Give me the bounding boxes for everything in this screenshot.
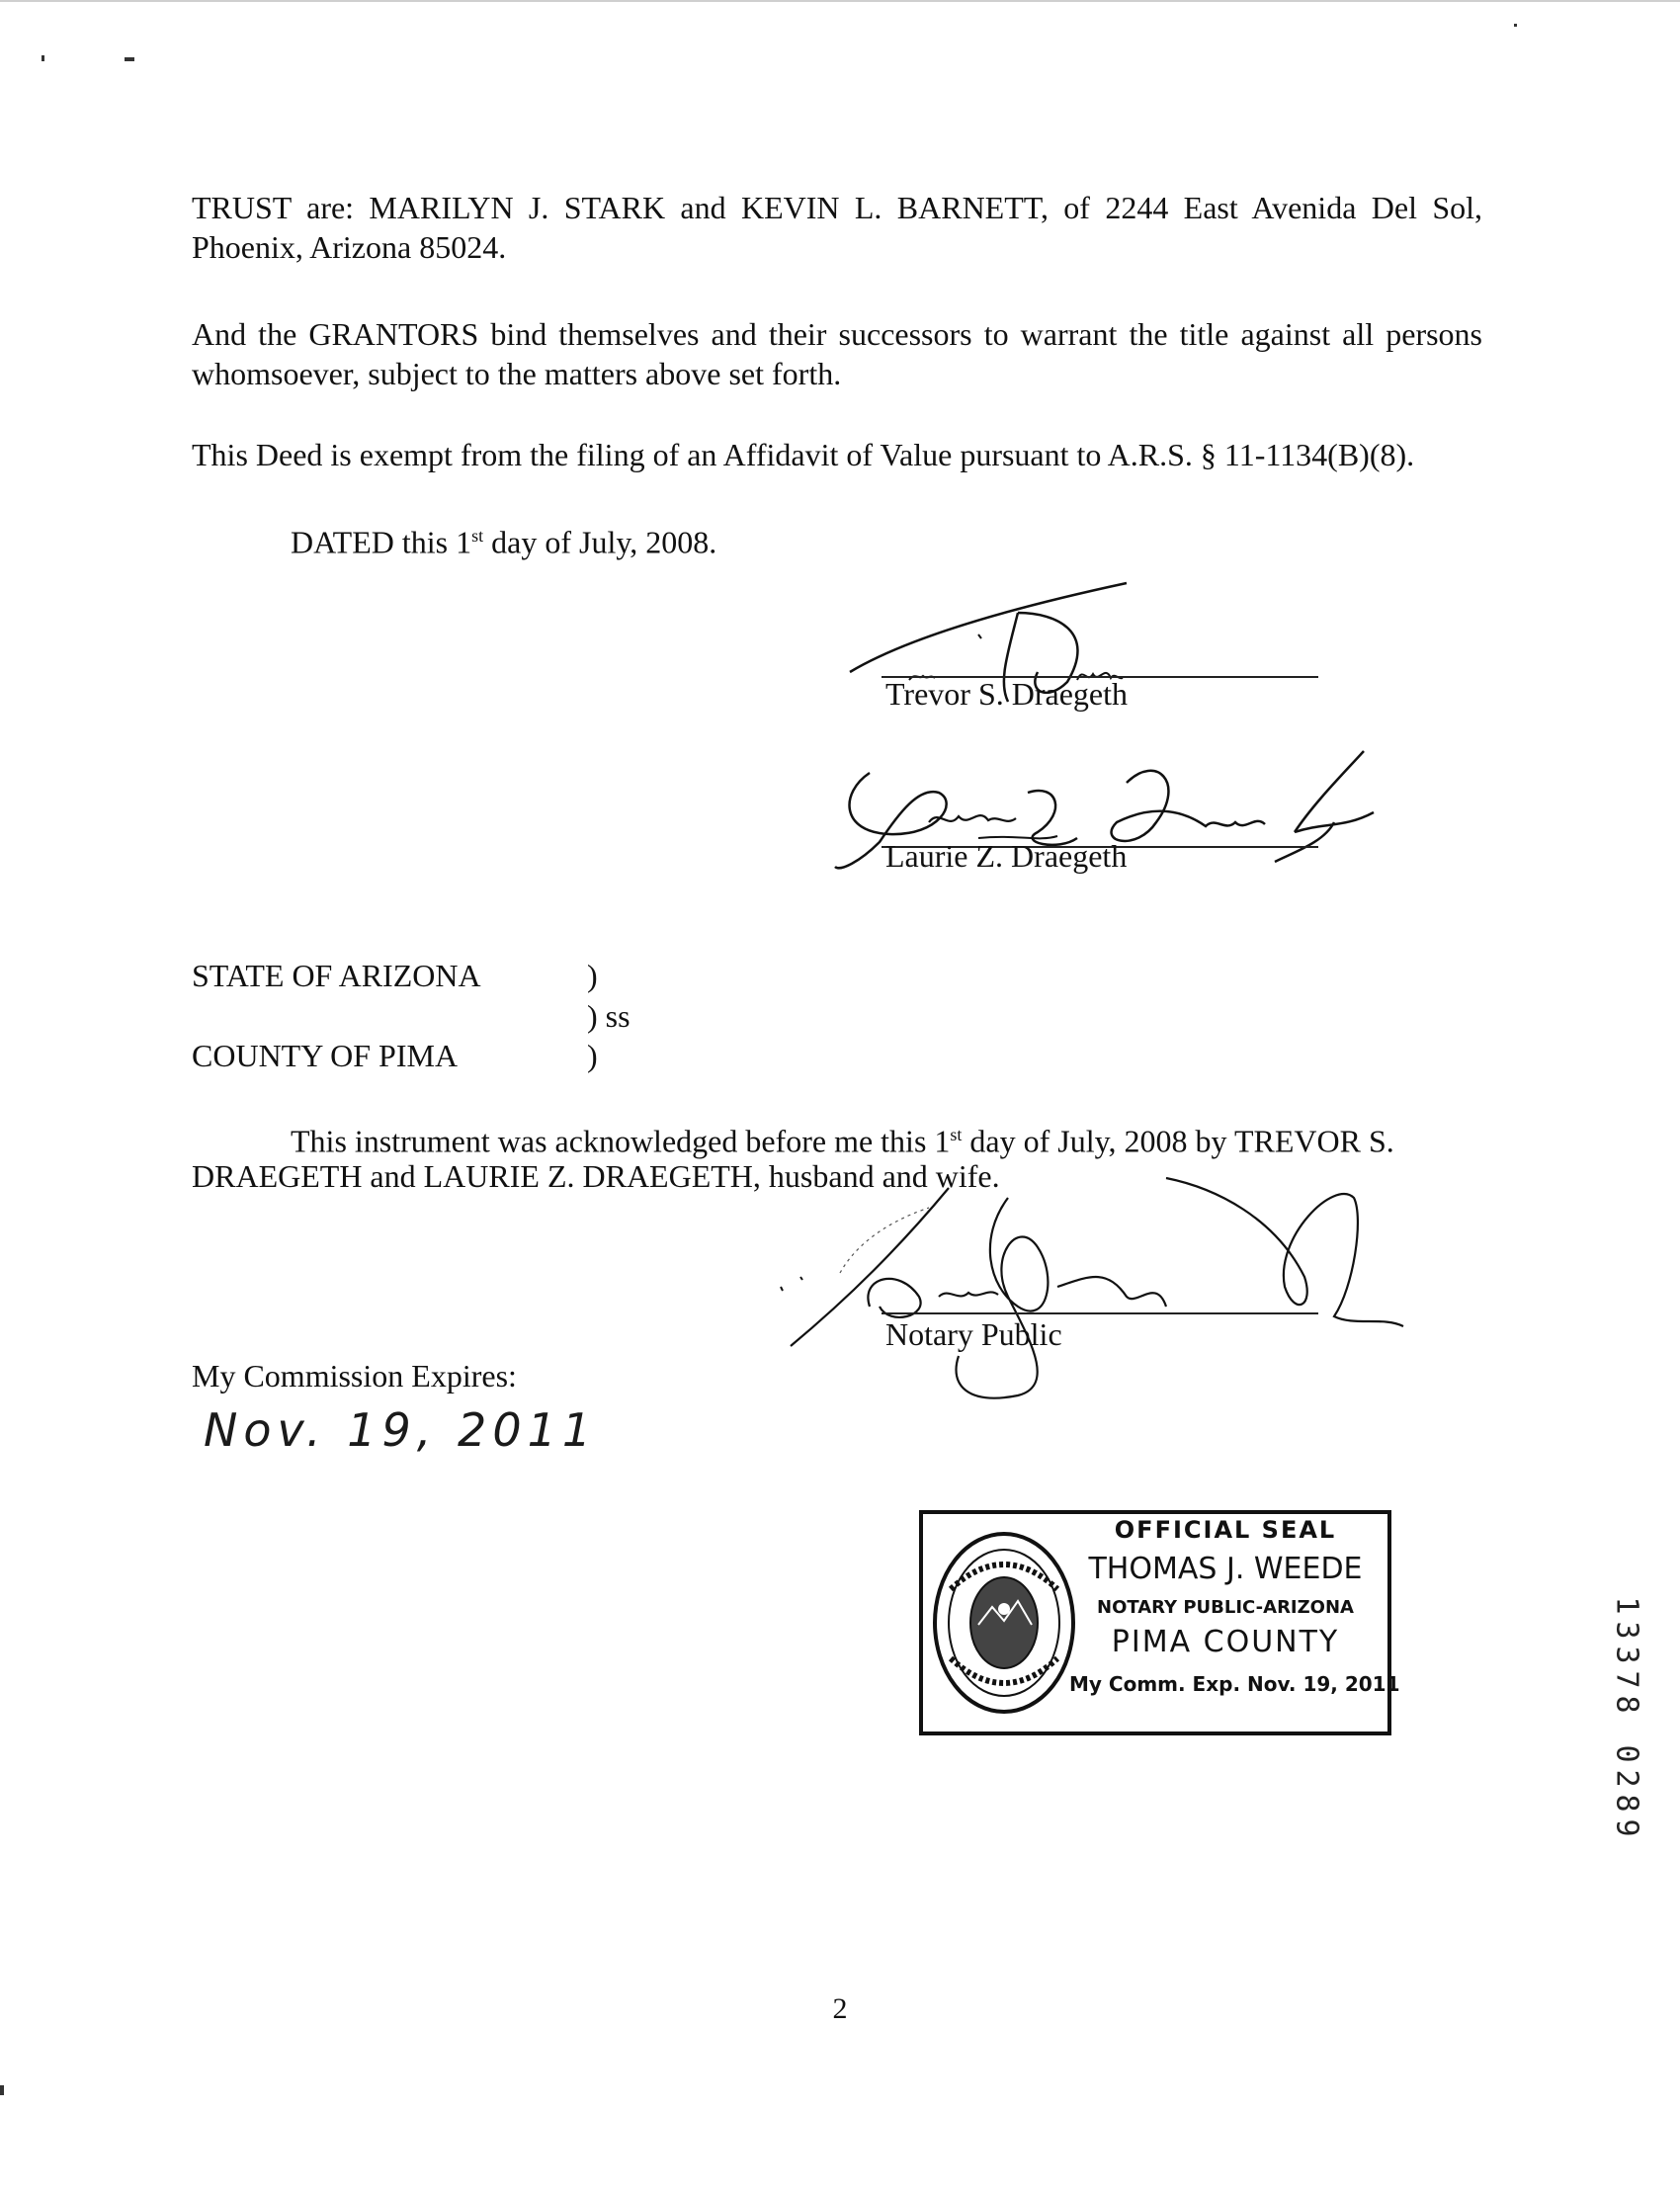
signature-notary <box>761 1158 1413 1405</box>
recording-number-char: 3 <box>1609 1621 1644 1640</box>
scan-speck <box>42 55 44 61</box>
commission-date-handwritten: Nov. 19, 2011 <box>204 1403 598 1457</box>
recording-number-char <box>1615 1716 1639 1743</box>
recording-number-char: 8 <box>1609 1794 1644 1813</box>
venue-paren-top: ) <box>587 958 598 993</box>
recording-number-char: 7 <box>1609 1670 1644 1689</box>
notary-seal-stamp <box>919 1510 1400 1735</box>
seal-county: PIMA COUNTY <box>1111 1625 1340 1659</box>
venue-paren-bottom: ) <box>587 1038 598 1073</box>
scan-speck <box>1514 24 1517 27</box>
seal-expiry: My Comm. Exp. Nov. 19, 2011 <box>1069 1672 1400 1696</box>
signatory-name-1: Trevor S. Draegeth <box>885 676 1128 712</box>
warranty-paragraph: And the GRANTORS bind themselves and their successors to warrant the title against all persons whomsoever, subject to the matters above set forth. <box>192 316 1482 391</box>
recording-number-char: 8 <box>1609 1695 1644 1714</box>
page-number: 2 <box>832 1992 848 2025</box>
seal-title: OFFICIAL SEAL <box>1114 1516 1337 1544</box>
recording-number-char: 0 <box>1609 1744 1644 1763</box>
venue-county: COUNTY OF PIMA <box>192 1038 459 1073</box>
notary-label: Notary Public <box>885 1316 1062 1352</box>
recording-number-char: 1 <box>1609 1596 1644 1615</box>
recording-number <box>1609 1593 1644 1840</box>
trustees-paragraph: TRUST are: MARILYN J. STARK and KEVIN L. BARNETT, of 2244 East Avenida Del Sol, Phoenix, Arizona 85024. <box>192 190 1482 265</box>
recording-number-char: 9 <box>1609 1818 1644 1837</box>
acknowledgment-line-1: This instrument was acknowledged before me this 1st day of July, 2008 by TREVOR S. <box>291 1123 1394 1159</box>
recording-number-char: 2 <box>1609 1769 1644 1788</box>
recording-number-char: 3 <box>1609 1646 1644 1664</box>
scan-speck <box>125 57 134 61</box>
commission-label: My Commission Expires: <box>192 1358 517 1394</box>
venue-ss: ) ss <box>587 998 630 1034</box>
seal-role: NOTARY PUBLIC-ARIZONA <box>1097 1597 1354 1618</box>
signatory-name-2: Laurie Z. Draegeth <box>885 838 1128 874</box>
acknowledgment-line-2: DRAEGETH and LAURIE Z. DRAEGETH, husband and wife. <box>192 1158 1000 1194</box>
exemption-paragraph: This Deed is exempt from the filing of an Affidavit of Value pursuant to A.R.S. § 11-1134(B)(8). <box>192 437 1415 472</box>
dated-line: DATED this 1st day of July, 2008. <box>291 524 717 560</box>
scan-speck <box>0 2085 4 2095</box>
great-seal-icon <box>931 1530 1077 1716</box>
seal-name: THOMAS J. WEEDE <box>1088 1552 1363 1586</box>
venue-state: STATE OF ARIZONA <box>192 958 481 993</box>
scan-edge <box>0 0 1680 2</box>
